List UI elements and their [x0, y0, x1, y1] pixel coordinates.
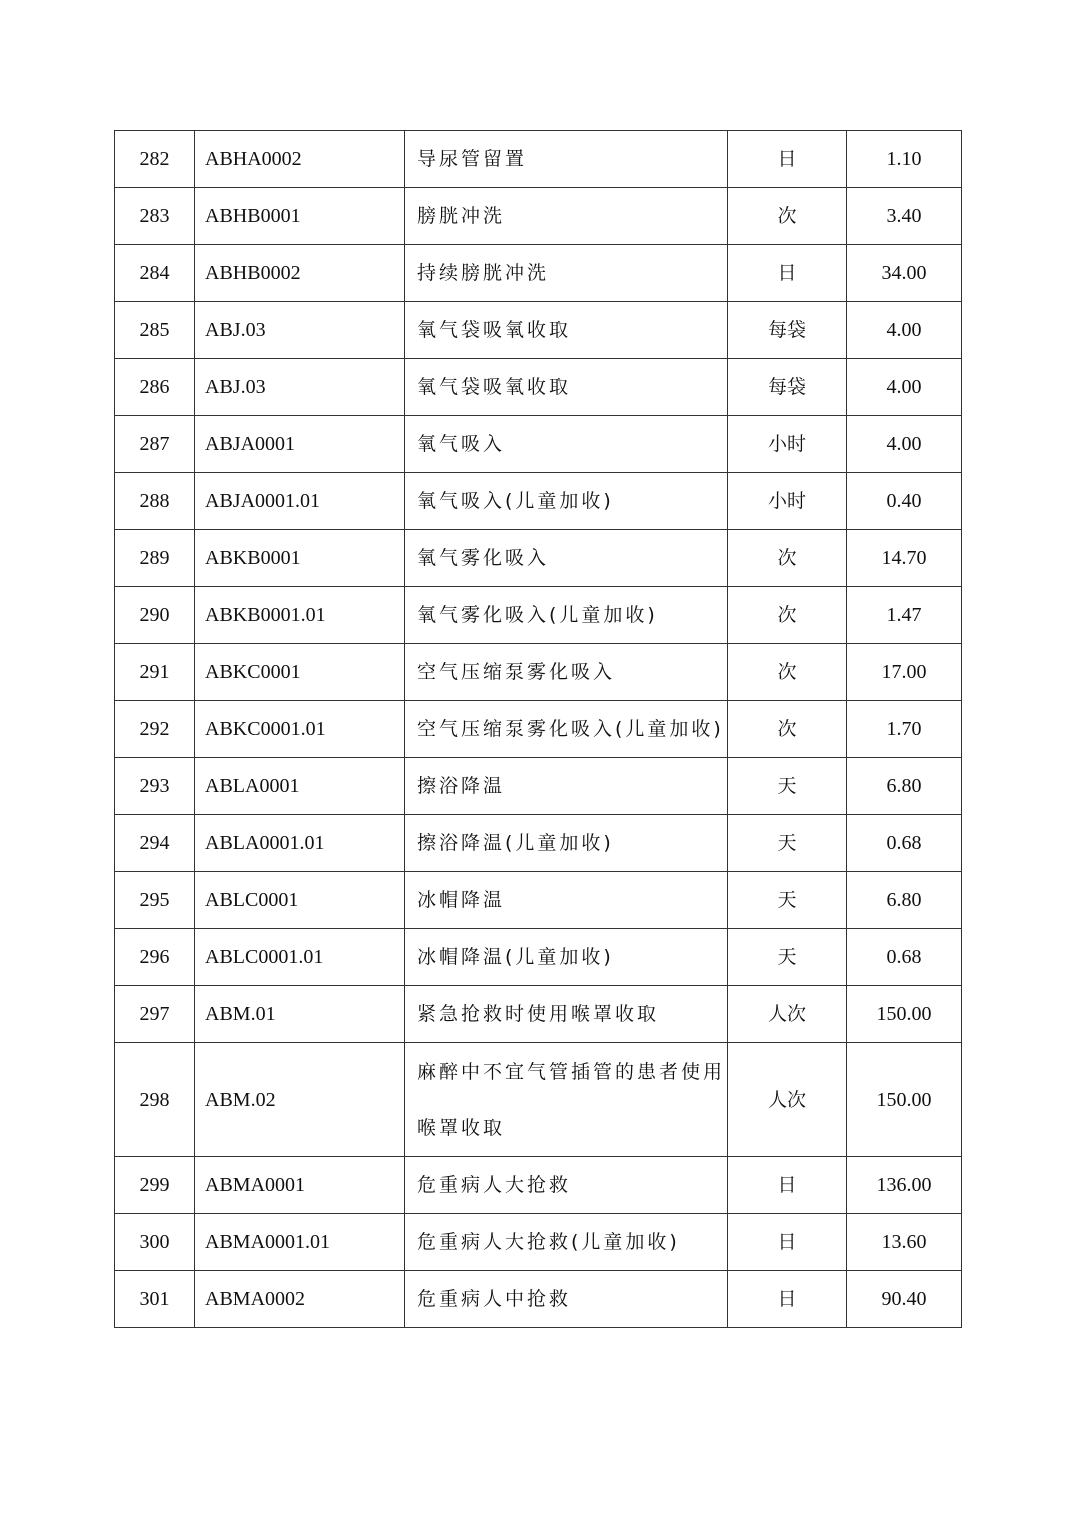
item-name-cell: 紧急抢救时使用喉罩收取: [405, 986, 728, 1043]
item-code-cell: ABHA0002: [195, 131, 405, 188]
price-cell: 1.70: [847, 701, 962, 758]
item-name-cell: 空气压缩泵雾化吸入(儿童加收): [405, 701, 728, 758]
row-number-cell: 297: [115, 986, 195, 1043]
item-code-cell: ABJA0001: [195, 416, 405, 473]
item-code-cell: ABM.02: [195, 1043, 405, 1157]
unit-cell: 天: [728, 758, 847, 815]
unit-cell: 天: [728, 872, 847, 929]
item-code-cell: ABLA0001: [195, 758, 405, 815]
price-cell: 4.00: [847, 416, 962, 473]
price-cell: 6.80: [847, 758, 962, 815]
unit-cell: 次: [728, 701, 847, 758]
price-cell: 90.40: [847, 1271, 962, 1328]
row-number-cell: 291: [115, 644, 195, 701]
row-number-cell: 284: [115, 245, 195, 302]
item-name-cell: 冰帽降温(儿童加收): [405, 929, 728, 986]
item-name-cell: 麻醉中不宜气管插管的患者使用喉罩收取: [405, 1043, 728, 1157]
item-code-cell: ABKC0001: [195, 644, 405, 701]
item-code-cell: ABHB0001: [195, 188, 405, 245]
item-name-cell: 氧气雾化吸入(儿童加收): [405, 587, 728, 644]
price-cell: 4.00: [847, 359, 962, 416]
fee-table-body: [115, 131, 962, 1328]
table-row: [115, 245, 962, 302]
price-cell: 0.40: [847, 473, 962, 530]
table-row: [115, 1214, 962, 1271]
unit-cell: 次: [728, 587, 847, 644]
item-name-cell: 危重病人大抢救: [405, 1157, 728, 1214]
price-cell: 14.70: [847, 530, 962, 587]
item-name-cell: 冰帽降温: [405, 872, 728, 929]
item-name-cell: 持续膀胱冲洗: [405, 245, 728, 302]
unit-cell: 次: [728, 644, 847, 701]
table-row: [115, 1043, 962, 1157]
table-row: [115, 188, 962, 245]
item-code-cell: ABMA0001.01: [195, 1214, 405, 1271]
item-code-cell: ABJ.03: [195, 302, 405, 359]
row-number-cell: 298: [115, 1043, 195, 1157]
unit-cell: 日: [728, 1271, 847, 1328]
item-name-cell: 氧气吸入(儿童加收): [405, 473, 728, 530]
fee-table: [114, 130, 962, 1328]
unit-cell: 次: [728, 530, 847, 587]
price-cell: 1.47: [847, 587, 962, 644]
item-code-cell: ABJ.03: [195, 359, 405, 416]
row-number-cell: 283: [115, 188, 195, 245]
row-number-cell: 289: [115, 530, 195, 587]
table-row: [115, 644, 962, 701]
unit-cell: 次: [728, 188, 847, 245]
row-number-cell: 299: [115, 1157, 195, 1214]
price-cell: 6.80: [847, 872, 962, 929]
item-name-cell: 氧气袋吸氧收取: [405, 302, 728, 359]
table-row: [115, 530, 962, 587]
row-number-cell: 301: [115, 1271, 195, 1328]
unit-cell: 日: [728, 131, 847, 188]
table-row: [115, 587, 962, 644]
item-code-cell: ABHB0002: [195, 245, 405, 302]
item-code-cell: ABJA0001.01: [195, 473, 405, 530]
item-code-cell: ABLA0001.01: [195, 815, 405, 872]
row-number-cell: 300: [115, 1214, 195, 1271]
table-row: [115, 359, 962, 416]
item-name-cell: 膀胱冲洗: [405, 188, 728, 245]
price-cell: 1.10: [847, 131, 962, 188]
price-cell: 136.00: [847, 1157, 962, 1214]
item-name-cell: 氧气雾化吸入: [405, 530, 728, 587]
row-number-cell: 294: [115, 815, 195, 872]
row-number-cell: 292: [115, 701, 195, 758]
row-number-cell: 295: [115, 872, 195, 929]
table-row: [115, 872, 962, 929]
table-row: [115, 302, 962, 359]
item-code-cell: ABKB0001: [195, 530, 405, 587]
row-number-cell: 288: [115, 473, 195, 530]
item-name-cell: 氧气袋吸氧收取: [405, 359, 728, 416]
price-cell: 0.68: [847, 929, 962, 986]
table-row: [115, 1157, 962, 1214]
item-name-cell: 空气压缩泵雾化吸入: [405, 644, 728, 701]
unit-cell: 人次: [728, 1043, 847, 1157]
price-cell: 3.40: [847, 188, 962, 245]
unit-cell: 人次: [728, 986, 847, 1043]
row-number-cell: 296: [115, 929, 195, 986]
table-row: [115, 986, 962, 1043]
unit-cell: 天: [728, 929, 847, 986]
unit-cell: 天: [728, 815, 847, 872]
unit-cell: 每袋: [728, 359, 847, 416]
item-code-cell: ABMA0001: [195, 1157, 405, 1214]
item-name-cell: 氧气吸入: [405, 416, 728, 473]
item-code-cell: ABLC0001: [195, 872, 405, 929]
table-row: [115, 131, 962, 188]
unit-cell: 日: [728, 1214, 847, 1271]
row-number-cell: 287: [115, 416, 195, 473]
unit-cell: 小时: [728, 416, 847, 473]
price-cell: 0.68: [847, 815, 962, 872]
unit-cell: 每袋: [728, 302, 847, 359]
price-cell: 4.00: [847, 302, 962, 359]
unit-cell: 日: [728, 245, 847, 302]
row-number-cell: 282: [115, 131, 195, 188]
price-cell: 13.60: [847, 1214, 962, 1271]
unit-cell: 小时: [728, 473, 847, 530]
row-number-cell: 285: [115, 302, 195, 359]
table-row: [115, 416, 962, 473]
item-code-cell: ABMA0002: [195, 1271, 405, 1328]
item-name-cell: 擦浴降温(儿童加收): [405, 815, 728, 872]
table-row: [115, 701, 962, 758]
item-name-cell: 危重病人中抢救: [405, 1271, 728, 1328]
item-name-cell: 导尿管留置: [405, 131, 728, 188]
item-code-cell: ABM.01: [195, 986, 405, 1043]
price-cell: 150.00: [847, 1043, 962, 1157]
item-code-cell: ABKB0001.01: [195, 587, 405, 644]
row-number-cell: 293: [115, 758, 195, 815]
price-cell: 34.00: [847, 245, 962, 302]
item-name-cell: 擦浴降温: [405, 758, 728, 815]
item-name-cell: 危重病人大抢救(儿童加收): [405, 1214, 728, 1271]
row-number-cell: 286: [115, 359, 195, 416]
item-code-cell: ABKC0001.01: [195, 701, 405, 758]
price-cell: 17.00: [847, 644, 962, 701]
item-code-cell: ABLC0001.01: [195, 929, 405, 986]
table-row: [115, 815, 962, 872]
table-row: [115, 758, 962, 815]
price-cell: 150.00: [847, 986, 962, 1043]
table-row: [115, 929, 962, 986]
table-row: [115, 1271, 962, 1328]
unit-cell: 日: [728, 1157, 847, 1214]
row-number-cell: 290: [115, 587, 195, 644]
table-row: [115, 473, 962, 530]
